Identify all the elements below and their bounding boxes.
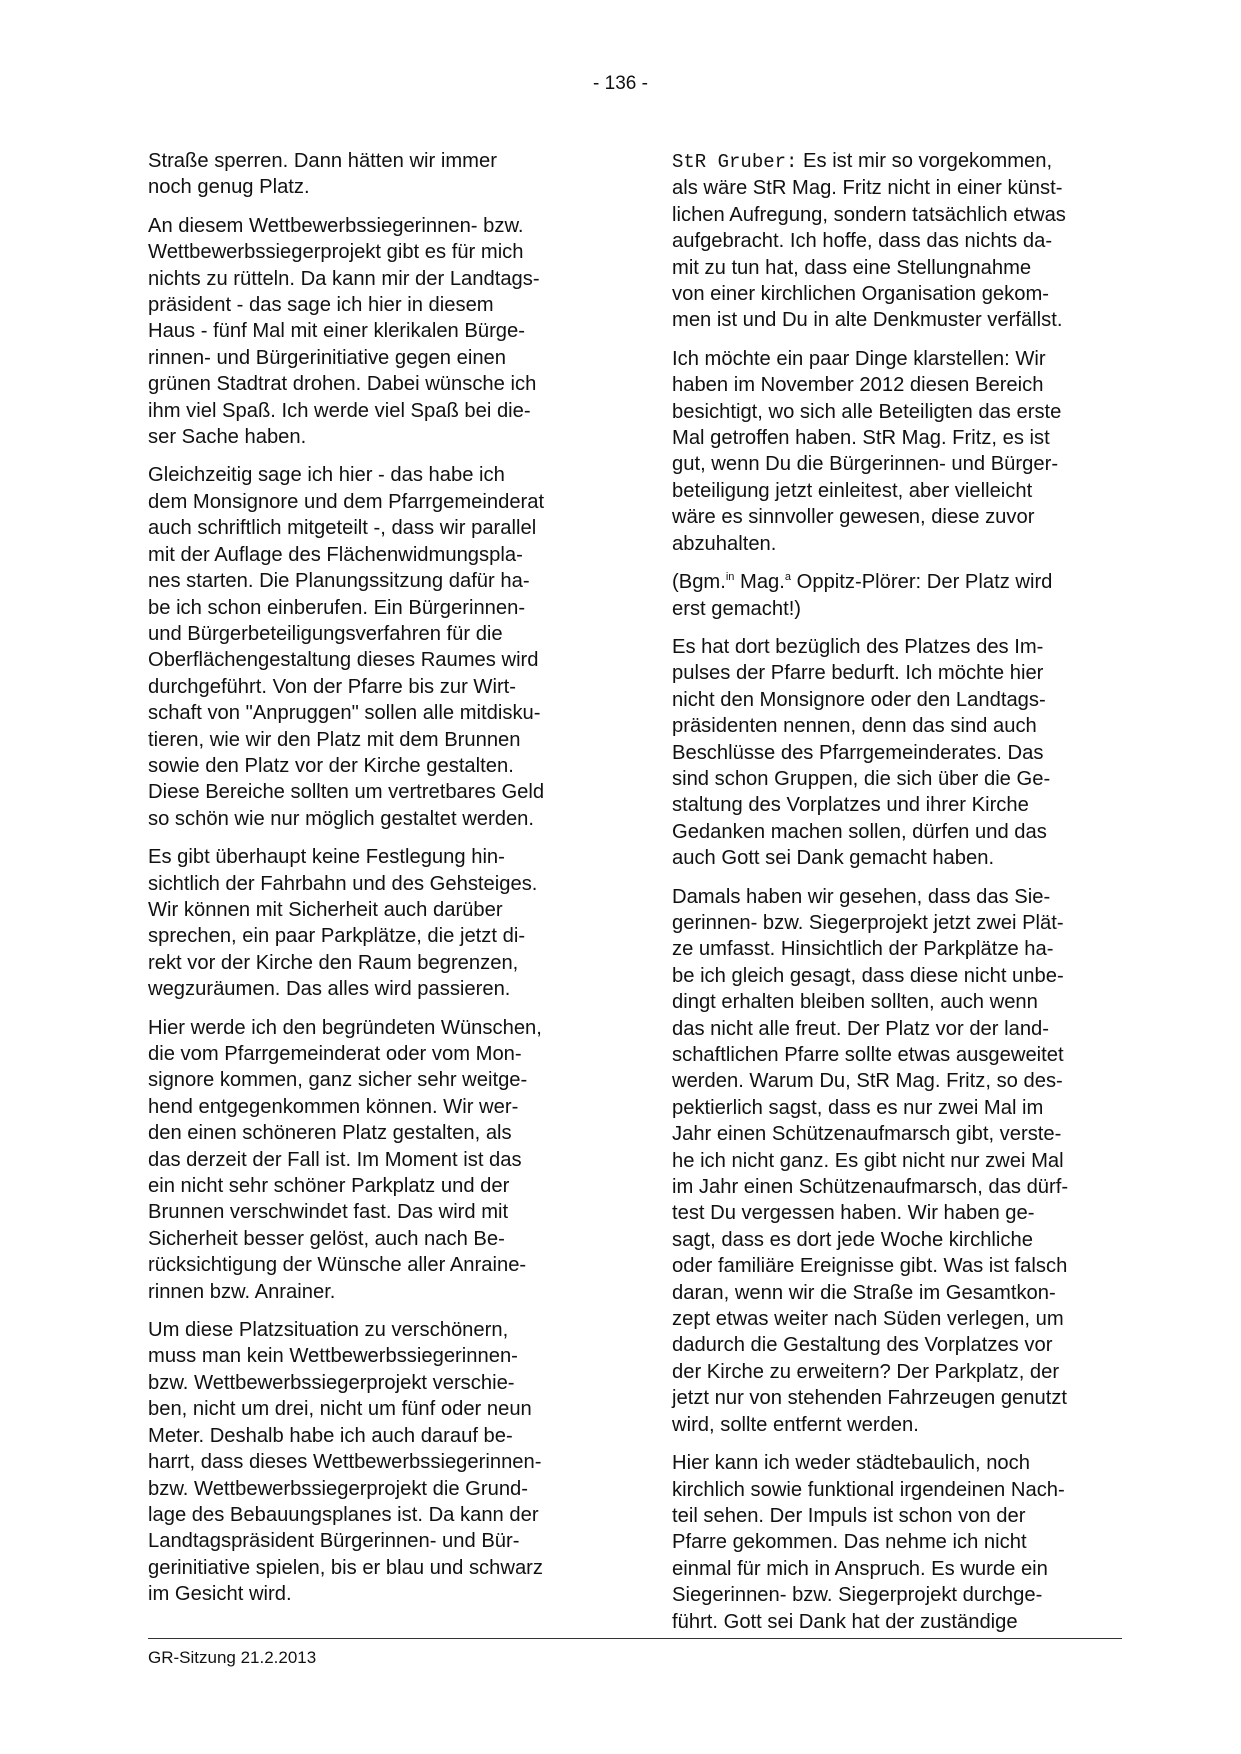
page-number: - 136 -: [593, 73, 648, 94]
footer-session-label: GR-Sitzung 21.2.2013: [148, 1648, 317, 1667]
right-column: [672, 148, 1124, 1647]
footer-divider: [148, 1638, 1122, 1639]
paragraph: An diesem Wettbewerbssiegerinnen- bzw. Wettbewerbssiegerprojekt gibt es für mich nichts zu rütteln. Da kann mir der Landtags- präsident - das sage ich hier in diesem Haus - fünf Mal mit einer klerikalen Bürge- rinnen- und Bürgerinitiative gegen einen grünen Stadtrat drohen. Dabei wünsche ich ihm viel Spaß. Ich werde viel Spaß bei die- ser Sache haben.: [148, 214, 540, 449]
speech-opening: [672, 148, 1124, 334]
speech-text: Es ist mir so vorgekommen, als wäre StR Mag. Fritz nicht in einer künst- lichen Aufregung, sondern tatsächlich etwas aufgebracht. Ich hoffe, dass das nichts da- mit zu tun hat, dass eine Stellungnahme von einer kirchlichen Organisation gekom- men ist und Du in alte Denkmuster verfällst.: [672, 150, 1066, 332]
superscript: a: [784, 571, 792, 584]
interjection-text: Mag.: [734, 571, 785, 594]
paragraph: Ich möchte ein paar Dinge klarstellen: Wir haben im November 2012 diesen Bereich besichtigt, wo sich alle Beteiligten das erste Mal getroffen haben. StR Mag. Fritz, es ist gut, wenn Du die Bürgerinnen- und Bürger- beteiligung jetzt einleitest, aber vielleicht wäre es sinnvoller gewesen, diese zuvor abzuhalten.: [672, 347, 1062, 555]
left-column: [148, 148, 600, 1620]
interjection-text: Oppitz-Plörer: Der Platz wird erst gemacht!): [672, 571, 1053, 620]
paragraph: Es hat dort bezüglich des Platzes des Im- pulses der Pfarre bedurft. Ich möchte hier nicht den Monsignore oder den Landtags- präsidenten nennen, denn das sind auch Beschlüsse des Pfarrgemeinderates. Das sind schon Gruppen, die sich über die Ge- staltung des Vorplatzes und ihrer Kirche Gedanken machen sollen, dürfen und das auch Gott sei Dank gemacht haben.: [672, 635, 1051, 870]
paragraph: Es gibt überhaupt keine Festlegung hin- sichtlich der Fahrbahn und des Gehsteiges. Wir können mit Sicherheit auch darüber sprechen, ein paar Parkplätze, die jetzt di- rekt vor der Kirche den Raum begrenzen, wegzuräumen. Das alles wird passieren.: [148, 846, 538, 1001]
paragraph: Straße sperren. Dann hätten wir immer noch genug Platz.: [148, 150, 497, 199]
interjection-text: (Bgm.: [672, 571, 726, 594]
paragraph: Hier kann ich weder städtebaulich, noch kirchlich sowie funktional irgendeinen Nach- teil sehen. Der Impuls ist schon von der Pfarre gekommen. Das nehme ich nicht einmal für mich in Anspruch. Es wurde ein Siegerinnen- bzw. Siegerprojekt durchge- führt. Gott sei Dank hat der zuständige: [672, 1452, 1065, 1633]
paragraph: Gleichzeitig sage ich hier - das habe ich dem Monsignore und dem Pfarrgemeinderat auch schriftlich mitgeteilt -, dass wir parallel mit der Auflage des Flächenwidmungspla- nes starten. Die Planungssitzung dafür ha- be ich schon einberufen. Ein Bürgerinnen- und Bürgerbeteiligungsverfahren für die Oberflächengestaltung dieses Raumes wird durchgeführt. Von der Pfarre bis zur Wirt- schaft von "Anpruggen" sollen alle mitdisku- tieren, wie wir den Platz mit dem Brunnen sowie den Platz vor der Kirche gestalten. Diese Bereiche sollten um vertretbares Geld so schön wie nur möglich gestaltet werden.: [148, 464, 545, 830]
interjection: [672, 569, 1124, 622]
paragraph: Hier werde ich den begründeten Wünschen, die vom Pfarrgemeinderat oder vom Mon- signore kommen, ganz sicher sehr weitge- hend entgegenkommen können. Wir wer- den einen schöneren Platz gestalten, als das derzeit der Fall ist. Im Moment ist das ein nicht sehr schöner Parkplatz und der Brunnen verschwindet fast. Das wird mit Sicherheit besser gelöst, auch nach Be- rücksichtigung der Wünsche aller Anraine- rinnen bzw. Anrainer.: [148, 1016, 542, 1303]
paragraph: Um diese Platzsituation zu verschönern, muss man kein Wettbewerbssiegerinnen- bzw. Wettbewerbssiegerprojekt verschie- ben, nicht um drei, nicht um fünf oder neun Meter. Deshalb habe ich auch darauf be- harrt, dass dieses Wettbewerbssiegerinnen- bzw. Wettbewerbssiegerprojekt die Grund- lage des Bebauungsplanes ist. Da kann der Landtagspräsident Bürgerinnen- und Bür- gerinitiative spielen, bis er blau und schwarz im Gesicht wird.: [148, 1319, 543, 1606]
speaker-name: StR Gruber:: [672, 151, 798, 173]
paragraph: Damals haben wir gesehen, dass das Sie- gerinnen- bzw. Siegerprojekt jetzt zwei Plät- ze umfasst. Hinsichtlich der Parkplätze ha- be ich gleich gesagt, dass diese nicht unbe- dingt erhalten bleiben sollten, auch wenn das nicht alle freut. Der Platz vor der land- schaftlichen Pfarre sollte etwas ausgeweitet werden. Warum Du, StR Mag. Fritz, so des- pektierlich sagst, dass es nur zwei Mal im Jahr einen Schützenaufmarsch gibt, verste- he ich nicht ganz. Es gibt nicht nur zwei Mal im Jahr einen Schützenaufmarsch, das dürf- test Du vergessen haben. Wir haben ge- sagt, dass es dort jede Woche kirchliche oder familiäre Ereignisse gibt. Was ist falsch daran, wenn wir die Straße im Gesamtkon- zept etwas weiter nach Süden verlegen, um dadurch die Gestaltung des Vorplatzes vor der Kirche zu erweitern? Der Parkplatz, der jetzt nur von stehenden Fahrzeugen genutzt wird, sollte entfernt werden.: [672, 885, 1069, 1436]
superscript: in: [725, 571, 735, 584]
